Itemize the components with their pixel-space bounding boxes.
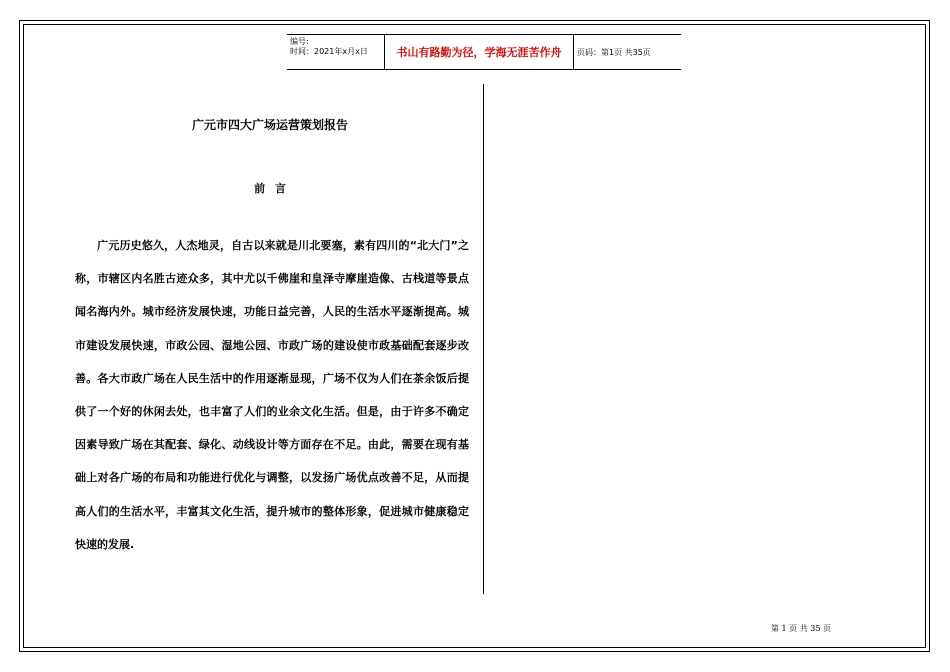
section-heading: 前 言: [254, 182, 286, 195]
paragraph-text: 广元历史悠久，人杰地灵，自古以来就是川北要塞，素有四川的“北大门”之称，市辖区内名胜古迹众多，其中尤以千佛崖和皇泽寺摩崖造像、古栈道等景点闻名海内外。城市经济发展快速，功能日益完善，人民的生活水平逐渐提高。城市建设发展快速，市政公园、湿地公园、市政广场的建设使市政基础配套逐步改善。各大市政广场在人民生活中的作用逐渐显现，广场不仅为人们在茶余饭后提供了一个好的休闲去处，也丰富了人们的业余文化生活。但是，由于许多不确定因素导致广场在其配套、绿化、动线设计等方面存在不足。由此，需要在现有基础上对各广场的布局和功能进行优化与调整，以发扬广场优点改善不足，从而提高人们的生活水平，丰富其文化生活，提升城市的整体形象，促进城市健康稳定快速的发展.: [75, 239, 469, 551]
page-header: [287, 34, 681, 70]
body-paragraph: [75, 229, 469, 561]
column-divider: [483, 84, 484, 594]
document-title: 广元市四大广场运营策划报告: [191, 118, 348, 132]
time-label: 时间：2021年x月x日: [290, 47, 368, 56]
header-motto: 书山有路勤为径，学海无涯苦作舟: [385, 35, 574, 69]
header-meta: [287, 35, 385, 69]
header-page-info: 页码：第1页 共35页: [577, 47, 651, 57]
page-footer: 第 1 页 共 35 页: [771, 624, 831, 633]
number-label: 编号:: [290, 37, 309, 46]
